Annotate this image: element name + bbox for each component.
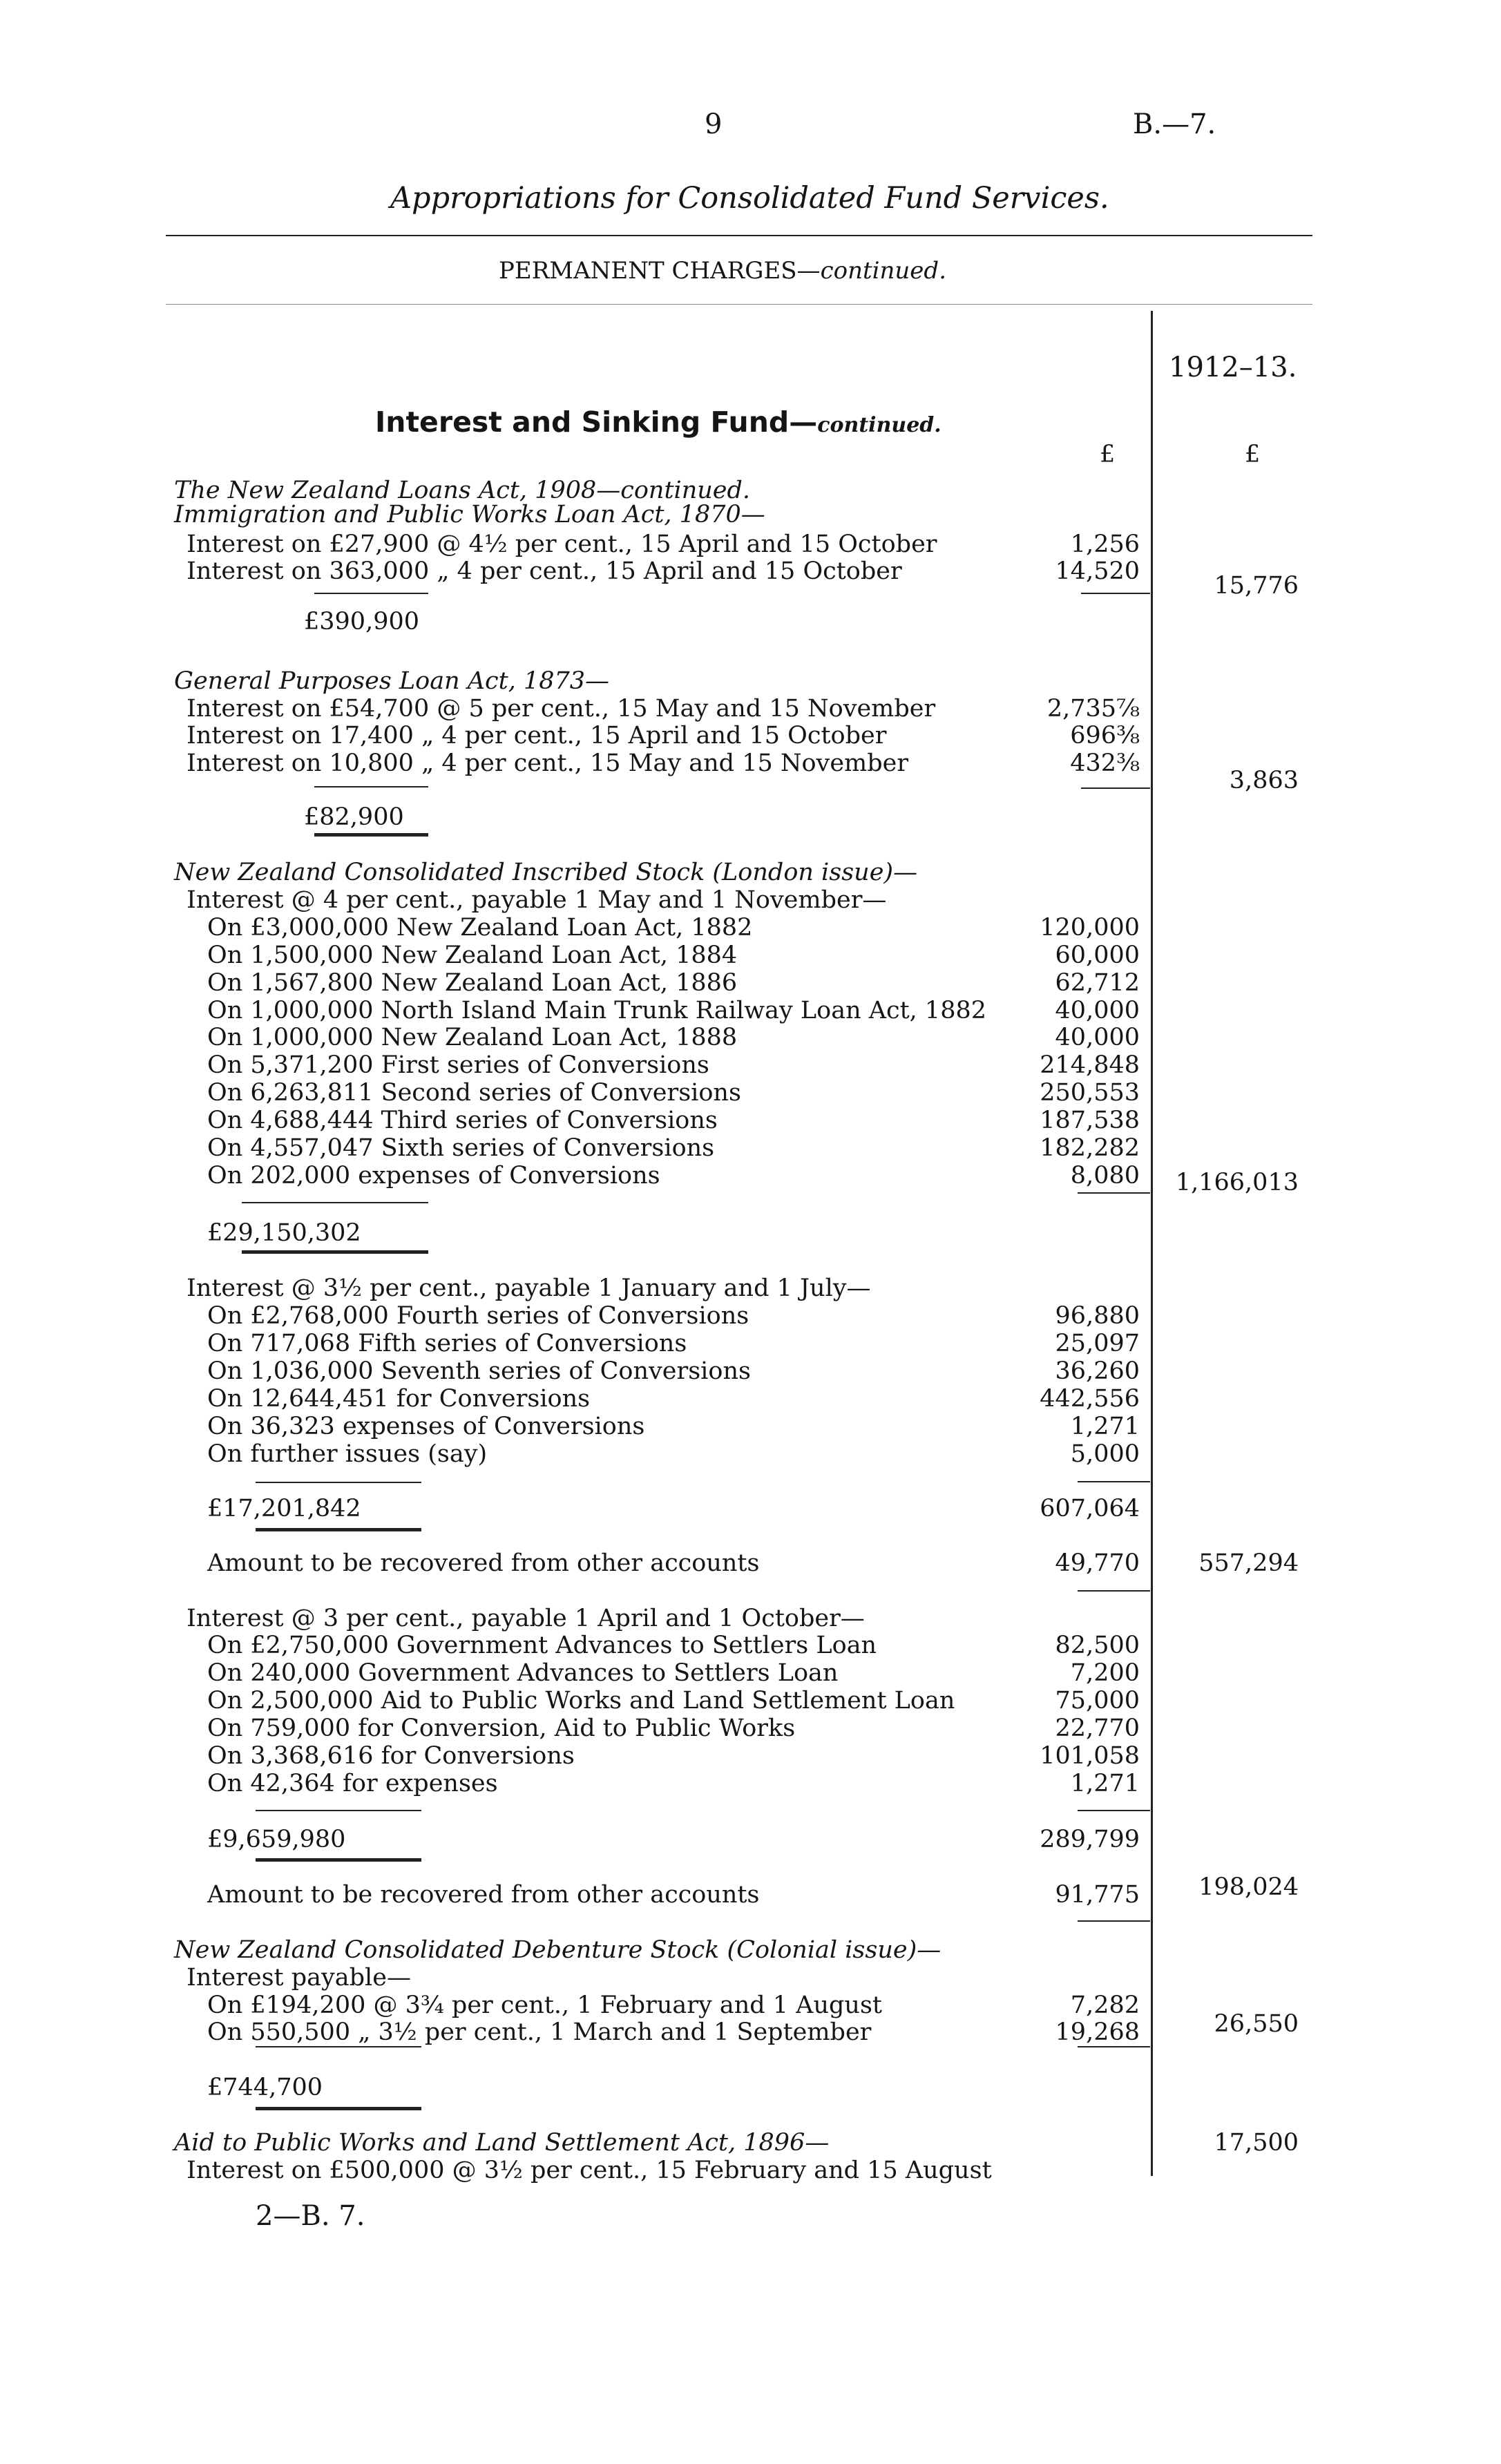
row-amount: 36,260 bbox=[1055, 1357, 1140, 1385]
row-amount: 187,538 bbox=[1040, 1107, 1140, 1134]
row-amount: 2,735⅞ bbox=[1046, 695, 1140, 723]
rule-line bbox=[256, 1810, 421, 1811]
row-text: On £2,768,000 Fourth series of Conversions bbox=[207, 1302, 749, 1330]
row-text: On 5,371,200 First series of Conversions bbox=[207, 1051, 709, 1079]
rule-line bbox=[1078, 1810, 1150, 1811]
row-text: On 550,500 „ 3½ per cent., 1 March and 1 September bbox=[207, 2018, 872, 2046]
rule-line bbox=[256, 2046, 421, 2047]
row-amount: 96,880 bbox=[1055, 1302, 1140, 1330]
row-text: On 1,036,000 Seventh series of Conversions bbox=[207, 1357, 751, 1385]
row-amount: 40,000 bbox=[1055, 1024, 1140, 1051]
section-title: Interest and Sinking Fund—continued. bbox=[375, 405, 941, 439]
row-text: Amount to be recovered from other accounts bbox=[207, 1881, 760, 1909]
row-text: On £3,000,000 New Zealand Loan Act, 1882 bbox=[207, 914, 753, 942]
row-amount: 289,799 bbox=[1040, 1826, 1140, 1853]
row-amount: 696⅜ bbox=[1070, 722, 1140, 749]
row-text: £390,900 bbox=[304, 608, 420, 636]
row-amount: 19,268 bbox=[1055, 2018, 1140, 2046]
rule-line bbox=[256, 1858, 421, 1862]
year-heading: 1912–13. bbox=[1169, 352, 1297, 383]
row-text: On 1,500,000 New Zealand Loan Act, 1884 bbox=[207, 942, 738, 969]
row-text: On 240,000 Government Advances to Settlers Loan bbox=[207, 1659, 839, 1687]
row-amount: 49,770 bbox=[1055, 1549, 1140, 1577]
row-text: On further issues (say) bbox=[207, 1440, 488, 1468]
year-total: 557,294 bbox=[1198, 1549, 1299, 1577]
row-amount: 75,000 bbox=[1055, 1687, 1140, 1715]
year-total: 198,024 bbox=[1198, 1873, 1299, 1901]
section-title-suffix: continued. bbox=[817, 413, 941, 437]
year-total: 1,166,013 bbox=[1175, 1169, 1299, 1196]
year-total: 26,550 bbox=[1214, 2010, 1299, 2038]
row-amount: 91,775 bbox=[1055, 1881, 1140, 1909]
document-reference: B.—7. bbox=[1133, 108, 1216, 140]
row-amount: 22,770 bbox=[1055, 1715, 1140, 1742]
row-text: On 4,688,444 Third series of Conversions bbox=[207, 1107, 718, 1134]
row-text: £29,150,302 bbox=[207, 1219, 361, 1247]
row-amount: 182,282 bbox=[1040, 1134, 1140, 1162]
row-text: Interest on £27,900 @ 4½ per cent., 15 April and 15 October bbox=[187, 531, 937, 558]
row-text: On 42,364 for expenses bbox=[207, 1770, 498, 1797]
row-amount: 7,200 bbox=[1070, 1659, 1140, 1687]
row-text: Immigration and Public Works Loan Act, 1870— bbox=[174, 501, 765, 528]
row-text: Interest @ 4 per cent., payable 1 May and 1 November— bbox=[187, 886, 887, 914]
row-text: £744,700 bbox=[207, 2074, 323, 2101]
rule-line bbox=[1081, 787, 1150, 789]
row-text: Interest on £54,700 @ 5 per cent., 15 May and 15 November bbox=[187, 695, 936, 723]
row-text: £9,659,980 bbox=[207, 1826, 346, 1853]
row-text: General Purposes Loan Act, 1873— bbox=[174, 667, 610, 695]
row-text: On 3,368,616 for Conversions bbox=[207, 1742, 575, 1770]
rule-line bbox=[1078, 2046, 1150, 2047]
row-text: On 36,323 expenses of Conversions bbox=[207, 1413, 645, 1440]
row-text: Interest @ 3 per cent., payable 1 April and 1 October— bbox=[187, 1605, 865, 1632]
row-text: The New Zealand Loans Act, 1908—continued. bbox=[174, 477, 751, 504]
row-text: On 717,068 Fifth series of Conversions bbox=[207, 1330, 687, 1357]
rule-line bbox=[242, 1250, 428, 1254]
column-divider bbox=[1151, 311, 1153, 2176]
row-text: On 1,000,000 New Zealand Loan Act, 1888 bbox=[207, 1024, 738, 1051]
rule-line bbox=[314, 786, 428, 787]
row-amount: 1,256 bbox=[1070, 531, 1140, 558]
row-text: Interest on 17,400 „ 4 per cent., 15 April and 15 October bbox=[187, 722, 887, 749]
row-amount: 14,520 bbox=[1055, 557, 1140, 585]
row-text: Interest on £500,000 @ 3½ per cent., 15 February and 15 August bbox=[187, 2157, 992, 2184]
pound-column-2: £ bbox=[1245, 441, 1261, 468]
page-number: 9 bbox=[705, 108, 723, 140]
year-total: 3,863 bbox=[1229, 767, 1299, 794]
row-text: New Zealand Consolidated Inscribed Stock (London issue)— bbox=[174, 859, 918, 886]
row-text: On 12,644,451 for Conversions bbox=[207, 1385, 591, 1413]
section-subtitle: PERMANENT CHARGES—continued. bbox=[499, 257, 946, 285]
row-text: Interest on 10,800 „ 4 per cent., 15 May and 15 November bbox=[187, 749, 909, 777]
row-amount: 7,282 bbox=[1070, 1992, 1140, 2019]
row-text: On 6,263,811 Second series of Conversions bbox=[207, 1079, 741, 1107]
row-amount: 25,097 bbox=[1055, 1330, 1140, 1357]
row-amount: 40,000 bbox=[1055, 997, 1140, 1024]
row-text: On £2,750,000 Government Advances to Settlers Loan bbox=[207, 1632, 877, 1659]
rule-line bbox=[314, 833, 428, 837]
row-text: On 1,000,000 North Island Main Trunk Railway Loan Act, 1882 bbox=[207, 997, 986, 1024]
row-text: On £194,200 @ 3¾ per cent., 1 February and 1 August bbox=[207, 1992, 882, 2019]
row-amount: 607,064 bbox=[1040, 1495, 1140, 1522]
rule-line bbox=[1081, 593, 1150, 594]
row-amount: 62,712 bbox=[1055, 969, 1140, 997]
footer-signature: 2—B. 7. bbox=[256, 2200, 365, 2232]
pound-column-1: £ bbox=[1100, 441, 1116, 468]
rule-line bbox=[256, 1482, 421, 1483]
subtitle-suffix: continued. bbox=[820, 257, 946, 285]
rule-line bbox=[256, 2107, 421, 2110]
subtitle-rule bbox=[166, 304, 1312, 305]
rule-line bbox=[1078, 1192, 1150, 1194]
row-text: Interest @ 3½ per cent., payable 1 January and 1 July— bbox=[187, 1274, 871, 1302]
title-rule bbox=[166, 235, 1312, 236]
rule-line bbox=[1078, 1920, 1150, 1922]
year-total: 15,776 bbox=[1214, 572, 1299, 600]
row-text: New Zealand Consolidated Debenture Stock (Colonial issue)— bbox=[174, 1936, 941, 1964]
row-text: On 4,557,047 Sixth series of Conversions bbox=[207, 1134, 715, 1162]
row-text: On 202,000 expenses of Conversions bbox=[207, 1162, 660, 1190]
row-text: On 759,000 for Conversion, Aid to Public Works bbox=[207, 1715, 796, 1742]
rule-line bbox=[256, 1528, 421, 1531]
row-amount: 442,556 bbox=[1040, 1385, 1140, 1413]
row-amount: 432⅜ bbox=[1070, 749, 1140, 777]
row-text: Amount to be recovered from other accounts bbox=[207, 1549, 760, 1577]
year-total: 17,500 bbox=[1214, 2129, 1299, 2157]
row-amount: 5,000 bbox=[1070, 1440, 1140, 1468]
row-amount: 82,500 bbox=[1055, 1632, 1140, 1659]
row-amount: 101,058 bbox=[1040, 1742, 1140, 1770]
row-text: On 1,567,800 New Zealand Loan Act, 1886 bbox=[207, 969, 738, 997]
row-amount: 214,848 bbox=[1040, 1051, 1140, 1079]
row-amount: 1,271 bbox=[1070, 1413, 1140, 1440]
row-text: £82,900 bbox=[304, 803, 404, 831]
row-amount: 120,000 bbox=[1040, 914, 1140, 942]
row-amount: 60,000 bbox=[1055, 942, 1140, 969]
row-amount: 8,080 bbox=[1070, 1162, 1140, 1190]
row-amount: 1,271 bbox=[1070, 1770, 1140, 1797]
row-amount: 250,553 bbox=[1040, 1079, 1140, 1107]
row-text: On 2,500,000 Aid to Public Works and Land Settlement Loan bbox=[207, 1687, 955, 1715]
row-text: Interest payable— bbox=[187, 1964, 411, 1992]
rule-line bbox=[1078, 1481, 1150, 1482]
row-text: Interest on 363,000 „ 4 per cent., 15 April and 15 October bbox=[187, 557, 902, 585]
rule-line bbox=[242, 1202, 428, 1203]
row-text: Aid to Public Works and Land Settlement Act, 1896— bbox=[174, 2129, 830, 2157]
row-text: £17,201,842 bbox=[207, 1495, 361, 1522]
rule-line bbox=[1078, 1590, 1150, 1592]
rule-line bbox=[314, 593, 428, 594]
page-title: Appropriations for Consolidated Fund Services. bbox=[390, 181, 1109, 216]
